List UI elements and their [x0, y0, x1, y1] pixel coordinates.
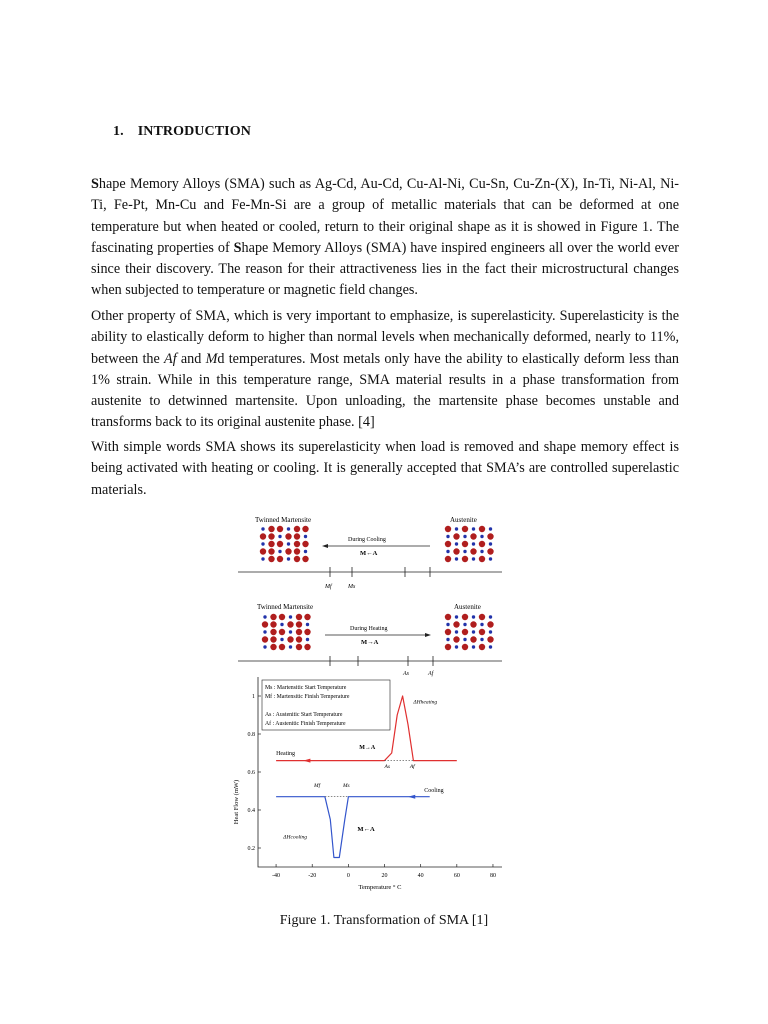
large-atom — [479, 629, 485, 635]
large-atom — [268, 548, 274, 554]
small-atom — [463, 550, 466, 553]
large-atom — [304, 629, 310, 635]
paragraph-1-text-b: hape Memory Alloys (SMA) have inspired engineers all over the world ever since their discovery. The reason for their attractiveness lies in the fact their microstructural changes when subjected to temperature or magnetic field changes. — [91, 239, 679, 299]
large-atom — [302, 526, 308, 532]
cooling-arrowhead — [322, 544, 328, 548]
mf-label: Mf — [314, 783, 321, 790]
small-atom — [472, 557, 475, 560]
large-atom — [294, 548, 300, 554]
small-atom — [455, 645, 458, 648]
large-atom — [302, 556, 308, 562]
x-tick-label: -20 — [308, 873, 317, 879]
as-label: As — [384, 764, 391, 771]
small-atom — [289, 630, 292, 633]
small-atom — [261, 542, 264, 545]
small-atom — [480, 623, 483, 626]
large-atom — [462, 629, 468, 635]
small-atom — [455, 630, 458, 633]
top-right-label: Austenite — [450, 516, 477, 524]
large-atom — [479, 614, 485, 620]
mid-arrow-label-2: M→A — [361, 639, 379, 646]
m-from-a-label: M←A — [357, 825, 375, 833]
large-atom — [445, 614, 451, 620]
large-atom — [268, 556, 274, 562]
tick-mf: Mf — [325, 584, 332, 590]
large-atom — [270, 614, 276, 620]
small-atom — [278, 535, 281, 538]
large-atom — [287, 636, 293, 642]
m-to-a-label: M→A — [359, 745, 376, 752]
small-atom — [472, 542, 475, 545]
small-atom — [480, 535, 483, 538]
top-arrow-label-2: M←A — [360, 550, 378, 557]
small-atom — [455, 542, 458, 545]
large-atom — [296, 614, 302, 620]
large-atom — [270, 621, 276, 627]
large-atom — [462, 526, 468, 532]
large-atom — [262, 636, 268, 642]
large-atom — [470, 636, 476, 642]
small-atom — [463, 638, 466, 641]
large-atom — [445, 556, 451, 562]
tick-ms: Ms — [348, 584, 356, 590]
large-atom — [470, 548, 476, 554]
small-atom — [306, 623, 309, 626]
large-atom — [294, 556, 300, 562]
small-atom — [489, 527, 492, 530]
mid-left-label: Twinned Martensite — [257, 603, 314, 611]
large-atom — [445, 644, 451, 650]
large-atom — [479, 644, 485, 650]
small-atom — [446, 535, 449, 538]
small-atom — [455, 527, 458, 530]
small-atom — [472, 645, 475, 648]
large-atom — [487, 548, 493, 554]
small-atom — [306, 638, 309, 641]
large-atom — [268, 541, 274, 547]
paragraph-3: With simple words SMA shows its superelasticity when load is removed and shape memory effect is being activated with heating or cooling. It is generally accepted that SMA’s are controlled superelastic materials. — [91, 439, 679, 498]
small-atom — [304, 550, 307, 553]
small-atom — [463, 623, 466, 626]
mid-right-label: Austenite — [454, 603, 481, 611]
small-atom — [489, 630, 492, 633]
paragraph-2-text-a: Other property of SMA, which is very important to emphasize, is superelasticity. Superelasticity is the ability to elastically deform to higher than normal levels when mechanically deformed, nearly to 11%, between the — [91, 308, 679, 367]
austenite-lattice — [445, 526, 494, 562]
small-atom — [446, 623, 449, 626]
heating-direction-arrow — [303, 759, 310, 763]
small-atom — [472, 527, 475, 530]
large-atom — [277, 556, 283, 562]
heat-flow-chart — [233, 677, 502, 891]
cooling-label: Cooling — [424, 787, 444, 794]
section-title: INTRODUCTION — [137, 124, 251, 139]
large-atom — [285, 533, 291, 539]
cooling-direction-arrow — [408, 795, 415, 799]
large-atom — [296, 636, 302, 642]
large-atom — [294, 526, 300, 532]
paragraph-2-text-c: d temperatures. Most metals only have the ability to elastically deform less than 1% strain. While in this temperature range, SMA material results in a phase transformation from austenite to detwinned martensite. Upon unloading, the martensite phase becomes unstable and transforms back to its original austenite phase. [4] — [91, 350, 679, 431]
md-italic: M — [205, 350, 218, 367]
small-atom — [463, 535, 466, 538]
cooling-curve — [276, 797, 430, 858]
large-atom — [462, 614, 468, 620]
tick-as: As — [403, 671, 409, 677]
large-atom — [445, 629, 451, 635]
tick-af: Af — [428, 671, 434, 677]
y-tick-label: 1 — [252, 694, 255, 700]
figure-caption: Figure 1. Transformation of SMA [1] — [279, 913, 489, 928]
small-atom — [261, 527, 264, 530]
top-arrow-label-1: During Cooling — [348, 537, 386, 543]
large-atom — [294, 541, 300, 547]
large-atom — [487, 533, 493, 539]
x-tick-label: 60 — [453, 873, 460, 879]
small-atom — [472, 615, 475, 618]
x-tick-label: 80 — [489, 873, 496, 879]
bold-initial: S — [91, 176, 99, 192]
large-atom — [462, 556, 468, 562]
large-atom — [462, 541, 468, 547]
large-atom — [479, 541, 485, 547]
section-number: 1. — [113, 124, 124, 139]
large-atom — [279, 629, 285, 635]
twinned-martensite-lattice — [260, 526, 309, 562]
austenite-lattice-2 — [445, 614, 494, 650]
top-left-label: Twinned Martensite — [255, 516, 312, 524]
sma-transformation-figure — [230, 505, 520, 895]
bold-initial-2: S — [233, 239, 242, 256]
af-label: Af — [409, 764, 415, 771]
mid-arrow-label-1: During Heating — [350, 626, 388, 632]
x-axis-label: Temperature ° C — [358, 884, 402, 891]
small-atom — [455, 615, 458, 618]
large-atom — [279, 644, 285, 650]
large-atom — [453, 548, 459, 554]
large-atom — [487, 621, 493, 627]
section-heading — [113, 124, 251, 140]
large-atom — [270, 644, 276, 650]
paragraph-2 — [91, 306, 679, 434]
small-atom — [304, 535, 307, 538]
small-atom — [280, 623, 283, 626]
small-atom — [289, 615, 292, 618]
large-atom — [302, 541, 308, 547]
figure-1 — [230, 505, 520, 895]
paragraph-1-text-a: hape Memory Alloys (SMA) such as Ag-Cd, Au-Cd, Cu-Al-Ni, Cu-Sn, Cu-Zn-(X), In-Ti, Ni-Al, Ni-Ti, Fe-Pt, Mn-Cu and Fe-Mn-Si are a group of metallic materials that can be deformed at one temperature but when heated or cooled, return to their original shape as it is showed in Figure 1. The fascinating properties of — [91, 176, 679, 256]
y-tick-label: 0.8 — [247, 732, 255, 738]
small-atom — [287, 542, 290, 545]
x-tick-label: 0 — [346, 873, 350, 879]
large-atom — [470, 621, 476, 627]
large-atom — [479, 526, 485, 532]
small-atom — [263, 630, 266, 633]
large-atom — [260, 548, 266, 554]
large-atom — [304, 614, 310, 620]
x-tick-label: 20 — [381, 873, 388, 879]
large-atom — [262, 621, 268, 627]
large-atom — [296, 629, 302, 635]
dh-heating-label: ΔHheating — [413, 699, 438, 706]
large-atom — [445, 541, 451, 547]
heating-arrowhead — [425, 633, 431, 637]
dh-cooling-label: ΔHcooling — [283, 834, 308, 841]
large-atom — [296, 621, 302, 627]
large-atom — [270, 636, 276, 642]
y-tick-label: 0.4 — [247, 808, 255, 814]
large-atom — [277, 541, 283, 547]
large-atom — [279, 614, 285, 620]
small-atom — [446, 550, 449, 553]
small-atom — [472, 630, 475, 633]
y-tick-label: 0.2 — [247, 846, 255, 852]
small-atom — [261, 557, 264, 560]
large-atom — [453, 533, 459, 539]
small-atom — [263, 615, 266, 618]
x-tick-label: -40 — [272, 873, 281, 879]
large-atom — [260, 533, 266, 539]
small-atom — [489, 557, 492, 560]
small-atom — [446, 638, 449, 641]
legend-entry: Mf : Martensitic Finish Temperature — [265, 694, 350, 700]
large-atom — [277, 526, 283, 532]
large-atom — [487, 636, 493, 642]
small-atom — [480, 638, 483, 641]
large-atom — [268, 526, 274, 532]
small-atom — [263, 645, 266, 648]
legend-entry: Ms : Martensitic Start Temperature — [265, 685, 347, 691]
large-atom — [462, 644, 468, 650]
large-atom — [296, 644, 302, 650]
heating-label: Heating — [276, 750, 296, 757]
large-atom — [285, 548, 291, 554]
large-atom — [453, 621, 459, 627]
paragraph-2-text-b: and — [176, 350, 206, 367]
large-atom — [294, 533, 300, 539]
ms-label: Ms — [342, 783, 350, 790]
large-atom — [470, 533, 476, 539]
legend-entry: As : Austenitic Start Temperature — [265, 712, 343, 718]
small-atom — [489, 615, 492, 618]
large-atom — [445, 526, 451, 532]
small-atom — [455, 557, 458, 560]
x-tick-label: 40 — [417, 873, 424, 879]
large-atom — [270, 629, 276, 635]
af-italic: Af — [164, 350, 177, 367]
small-atom — [489, 645, 492, 648]
small-atom — [287, 557, 290, 560]
large-atom — [304, 644, 310, 650]
small-atom — [289, 645, 292, 648]
small-atom — [489, 542, 492, 545]
small-atom — [278, 550, 281, 553]
small-atom — [287, 527, 290, 530]
small-atom — [480, 550, 483, 553]
small-atom — [280, 638, 283, 641]
large-atom — [287, 621, 293, 627]
legend-entry: Af : Austenitic Finish Temperature — [265, 721, 346, 727]
large-atom — [268, 533, 274, 539]
twinned-martensite-lattice-2 — [262, 614, 311, 650]
paragraph-1 — [91, 174, 679, 302]
y-axis-label: Heat Flow (mW) — [233, 779, 240, 825]
large-atom — [479, 556, 485, 562]
y-tick-label: 0.6 — [247, 770, 255, 776]
large-atom — [453, 636, 459, 642]
